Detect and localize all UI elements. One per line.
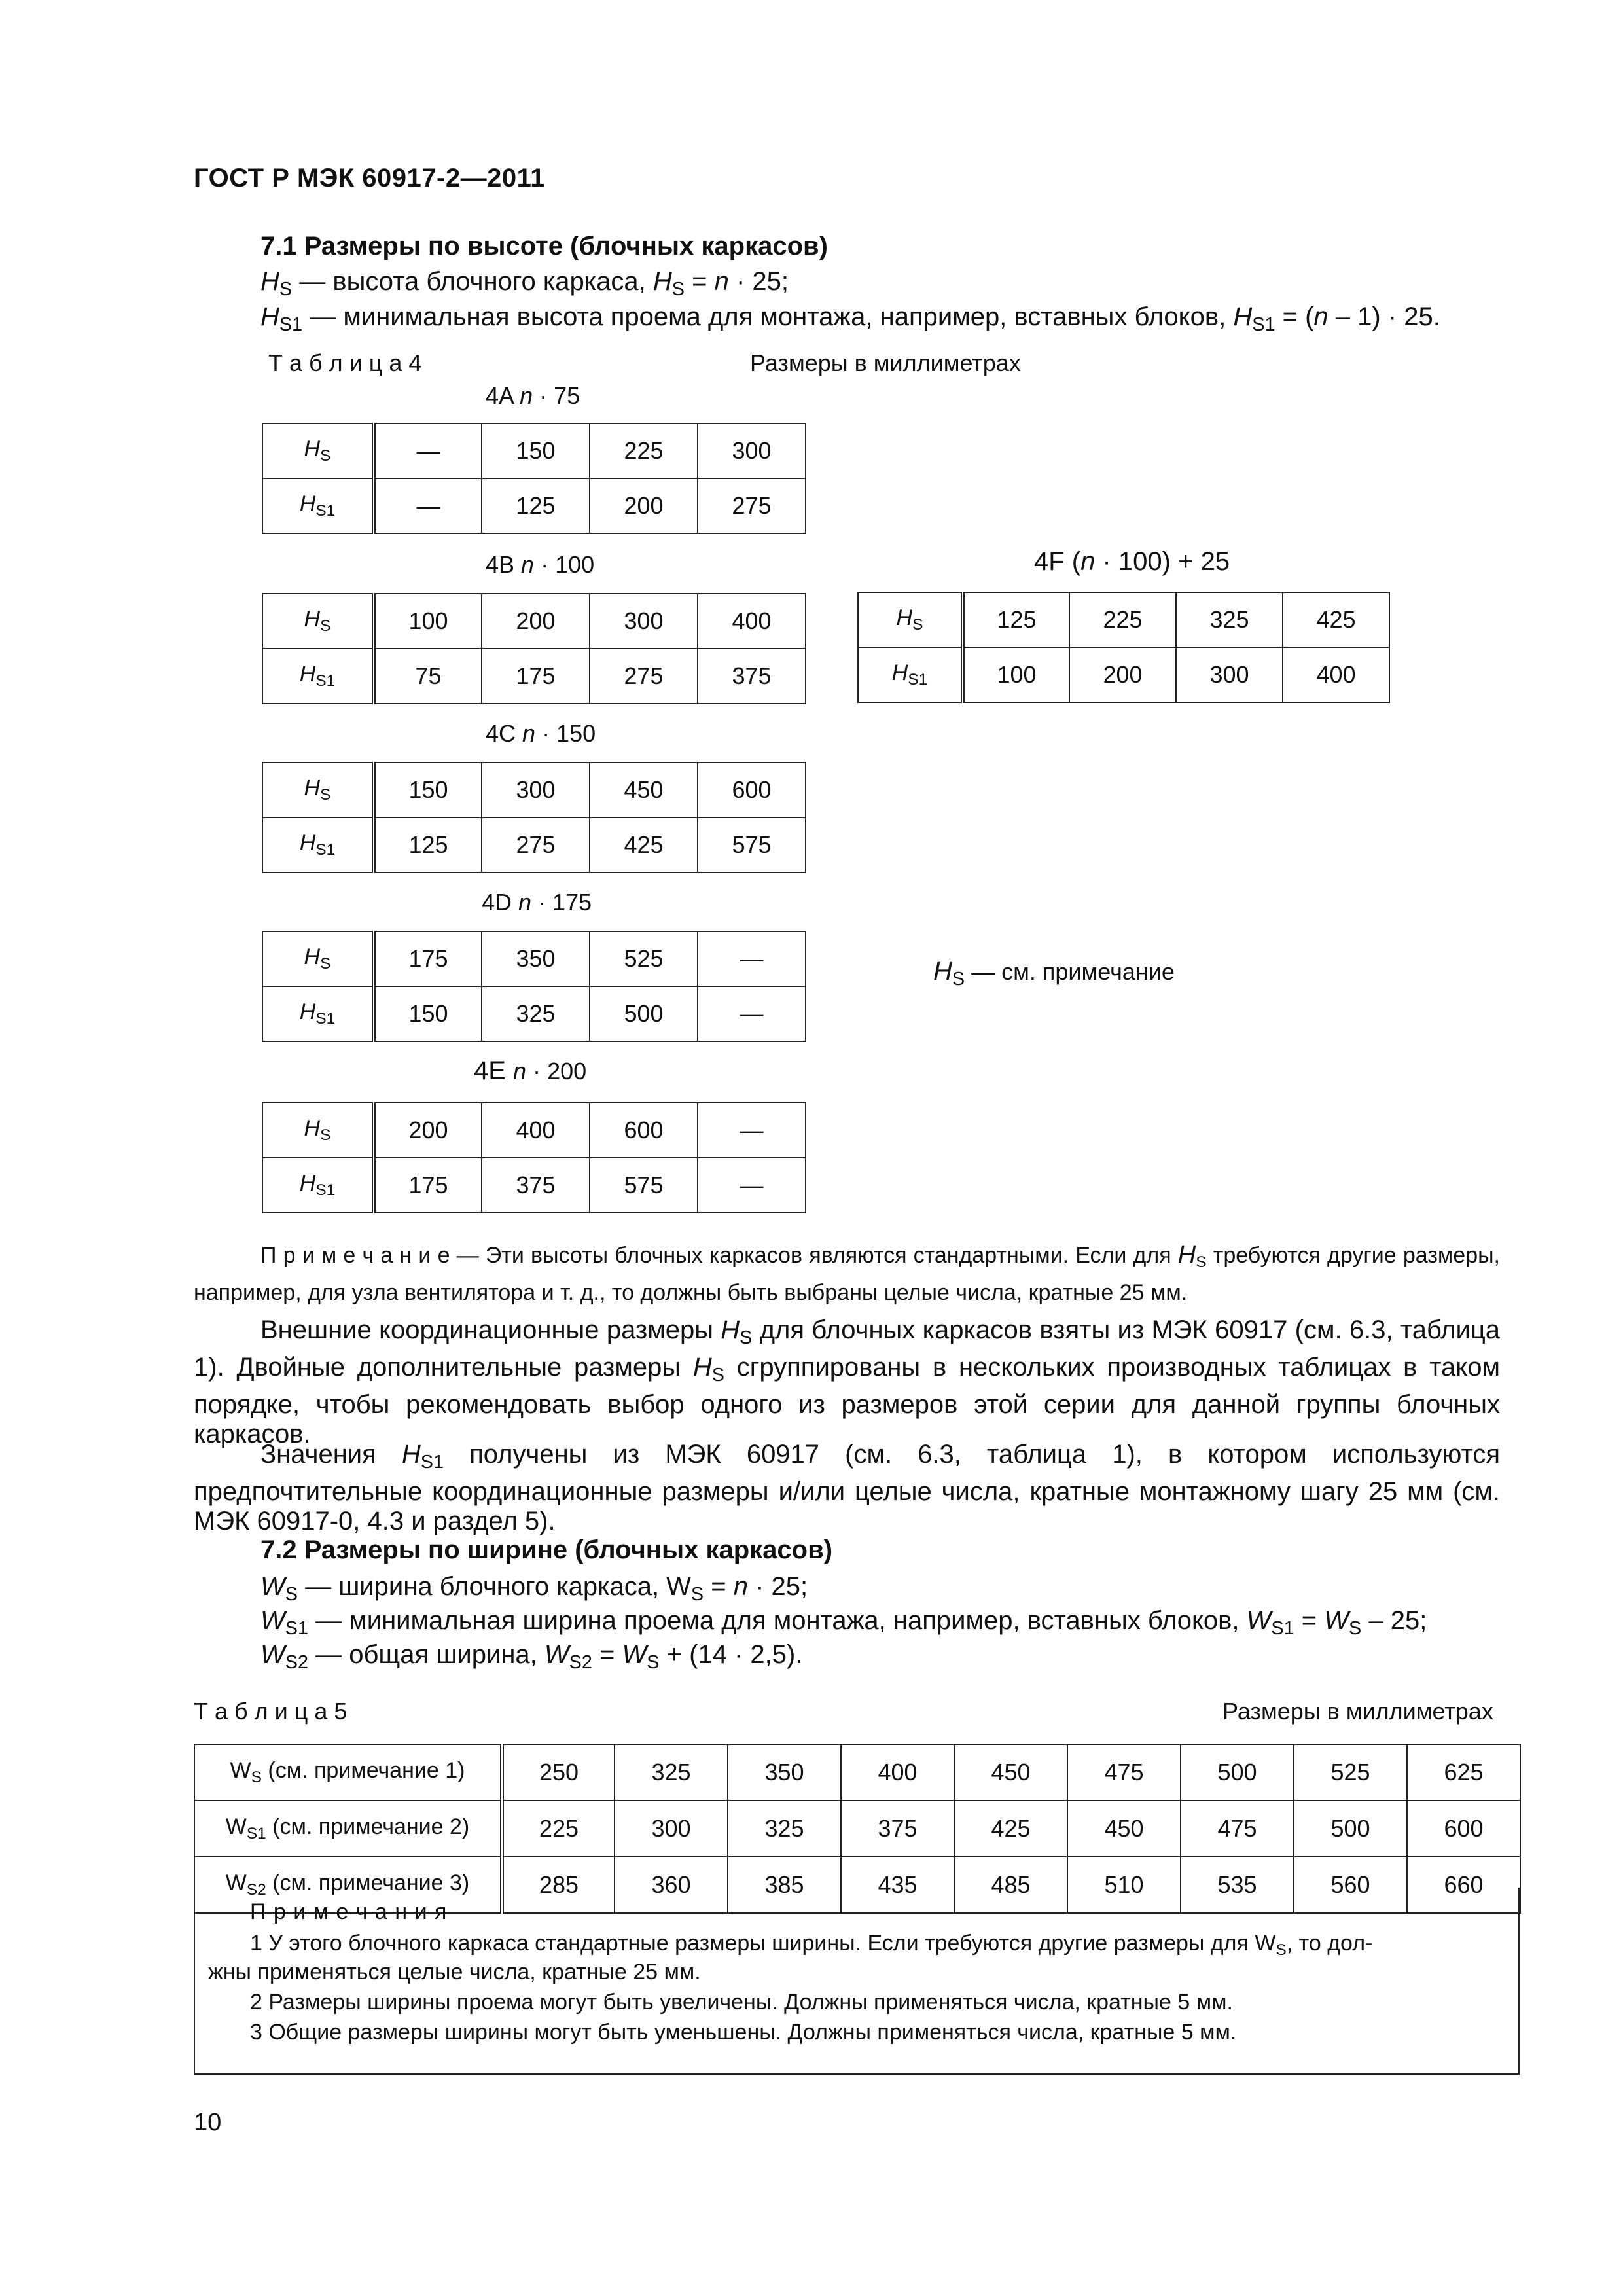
table-cell: 500 xyxy=(1181,1744,1294,1801)
table-cell: 350 xyxy=(482,931,590,986)
note-1: 1 У этого блочного каркаса стандартные размеры ширины. Если требуются другие размеры для $W_S$, то дол- xyxy=(250,1931,1373,1959)
table-cell: 535 xyxy=(1181,1857,1294,1913)
row-header-hs1: $H_{S1}$ xyxy=(262,817,374,872)
table-cell: 485 xyxy=(954,1857,1067,1913)
table-cell: 510 xyxy=(1067,1857,1181,1913)
row-header-hs1: $H_{S1}$ xyxy=(262,478,374,533)
table-cell: 475 xyxy=(1067,1744,1181,1801)
table-cell: 400 xyxy=(1283,647,1389,702)
table-cell: 450 xyxy=(954,1744,1067,1801)
table-cell: 425 xyxy=(1283,592,1389,647)
table-4-caption: Т а б л и ц а 4 xyxy=(268,350,422,376)
row-header-hs1: $H_{S1}$ xyxy=(262,986,374,1041)
row-header-hs: $H_S$ xyxy=(262,1103,374,1158)
table-cell: 300 xyxy=(590,594,698,649)
table-row xyxy=(262,1158,806,1213)
table-cell: 200 xyxy=(590,478,698,533)
page-number: 10 xyxy=(194,2109,222,2136)
table-cell: 300 xyxy=(615,1801,728,1857)
table-cell: 450 xyxy=(590,762,698,817)
def-ws: $W_S$ — ширина блочного каркаса, $W_S = n \cdot 25$; xyxy=(260,1572,808,1605)
table-cell: 175 xyxy=(482,649,590,704)
standard-header: ГОСТ Р МЭК 60917-2—2011 xyxy=(194,164,545,192)
paragraph-external-dimensions: Внешние координационные размеры $H_S$ для блочных каркасов взяты из МЭК 60917 (см. 6.3, таблица 1). Двойные дополнительные размеры $H_S$ сгруппированы в нескольких производных таблицах в таком порядке, чтобы рекомендовать выбор одного из размеров этой серии для данной группы блочных каркасов. xyxy=(194,1316,1501,1449)
table-cell: 525 xyxy=(1294,1744,1407,1801)
note-1-continued: жны применяться целые числа, кратные 25 мм. xyxy=(208,1960,701,1984)
table-cell: 660 xyxy=(1407,1857,1520,1913)
series-4b-label: 4B n · 100 xyxy=(486,551,595,578)
def-hs: $H_S$ — высота блочного каркаса, $H_S = n \cdot 25$; xyxy=(260,267,789,300)
table-cell: 600 xyxy=(590,1103,698,1158)
table-cell: 225 xyxy=(590,423,698,478)
table-cell: 360 xyxy=(615,1857,728,1913)
table-cell: 375 xyxy=(482,1158,590,1213)
paragraph-hs1-values: Значения $H_{S1}$ получены из МЭК 60917 (см. 6.3, таблица 1), в котором используются предпочтительные координационные размеры и/или целые числа, кратные монтажному шагу 25 мм (см. МЭК 60917-0, 4.3 и раздел 5). xyxy=(194,1440,1500,1536)
table-cell: 600 xyxy=(698,762,806,817)
table-cell: — xyxy=(374,478,482,533)
series-4f-label: 4F (n · 100) + 25 xyxy=(1034,547,1230,576)
table-cell: 575 xyxy=(590,1158,698,1213)
table-cell: 150 xyxy=(374,762,482,817)
table-row xyxy=(262,986,806,1041)
table-cell: 200 xyxy=(1069,647,1176,702)
series-4e-label: 4E n · 200 xyxy=(474,1056,587,1085)
row-header-hs: $H_S$ xyxy=(262,423,374,478)
table-cell: 175 xyxy=(374,1158,482,1213)
row-header-ws: $W_S$ (см. примечание 1) xyxy=(194,1744,502,1801)
table-cell: 200 xyxy=(482,594,590,649)
table-cell: 325 xyxy=(1176,592,1283,647)
table-4c xyxy=(262,762,806,873)
table-cell: 325 xyxy=(615,1744,728,1801)
table-cell: 400 xyxy=(698,594,806,649)
table-cell: 350 xyxy=(728,1744,841,1801)
table-4d xyxy=(262,931,806,1042)
table-cell: 125 xyxy=(482,478,590,533)
table-cell: 400 xyxy=(841,1744,954,1801)
series-4a-label: 4A n · 75 xyxy=(486,382,580,409)
table-4f xyxy=(857,592,1390,703)
table-cell: 560 xyxy=(1294,1857,1407,1913)
table-4a xyxy=(262,423,806,534)
table-cell: 625 xyxy=(1407,1744,1520,1801)
table-cell: 500 xyxy=(590,986,698,1041)
row-header-ws1: $W_{S1}$ (см. примечание 2) xyxy=(194,1801,502,1857)
table-cell: — xyxy=(698,1103,806,1158)
table-4-note: П р и м е ч а н и е — Эти высоты блочных каркасов являются стандартными. Если для $H_S$ требуются другие размеры, например, для узла вентилятора и т. д., то должны быть выбраны целые числа, кратные 25 мм. xyxy=(194,1241,1500,1305)
table-cell: 200 xyxy=(374,1103,482,1158)
table-4b xyxy=(262,593,806,704)
table-cell: 285 xyxy=(502,1857,615,1913)
table-cell: — xyxy=(698,931,806,986)
row-header-hs: $H_S$ xyxy=(262,594,374,649)
table-cell: 500 xyxy=(1294,1801,1407,1857)
table-cell: 375 xyxy=(841,1801,954,1857)
row-header-hs1: $H_{S1}$ xyxy=(858,647,963,702)
table-4e xyxy=(262,1102,806,1213)
row-header-hs1: $H_{S1}$ xyxy=(262,1158,374,1213)
table-cell: 275 xyxy=(482,817,590,872)
table-5-notes xyxy=(194,1888,1520,2075)
table-cell: 250 xyxy=(502,1744,615,1801)
row-header-hs: $H_S$ xyxy=(262,931,374,986)
table-cell: 325 xyxy=(482,986,590,1041)
row-header-hs: $H_S$ xyxy=(262,762,374,817)
table-cell: — xyxy=(698,1158,806,1213)
table-row xyxy=(262,649,806,704)
table-row xyxy=(858,592,1389,647)
note-3: 3 Общие размеры ширины могут быть уменьшены. Должны применяться числа, кратные 5 мм. xyxy=(250,2020,1237,2045)
table-cell: — xyxy=(374,423,482,478)
row-header-hs: $H_S$ xyxy=(858,592,963,647)
table-cell: 300 xyxy=(482,762,590,817)
table-row xyxy=(858,647,1389,702)
table-cell: 150 xyxy=(374,986,482,1041)
table-row xyxy=(194,1801,1520,1857)
series-4d-label: 4D n · 175 xyxy=(482,889,592,916)
table-cell: 300 xyxy=(698,423,806,478)
table-row xyxy=(262,594,806,649)
def-ws1: $W_{S1}$ — минимальная ширина проема для монтажа, например, вставных блоков, $W_{S1} = W_S - 25$; xyxy=(260,1606,1427,1640)
table-cell: 425 xyxy=(590,817,698,872)
table-cell: 450 xyxy=(1067,1801,1181,1857)
table-cell: 575 xyxy=(698,817,806,872)
table-cell: 400 xyxy=(482,1103,590,1158)
table-row xyxy=(262,762,806,817)
def-ws2: $W_{S2}$ — общая ширина, $W_{S2} = W_S + (14 \cdot 2,5)$. xyxy=(260,1640,803,1674)
def-hs1: $H_{S1}$ — минимальная высота проема для монтажа, например, вставных блоков, $H_{S1} = (n - 1) \cdot 25$. xyxy=(260,302,1440,336)
table-cell: 100 xyxy=(963,647,1069,702)
table-cell: 175 xyxy=(374,931,482,986)
table-cell: 225 xyxy=(1069,592,1176,647)
table-row xyxy=(194,1744,1520,1801)
table-cell: 375 xyxy=(698,649,806,704)
note-2: 2 Размеры ширины проема могут быть увеличены. Должны применяться числа, кратные 5 мм. xyxy=(250,1990,1233,2015)
table-cell: 525 xyxy=(590,931,698,986)
row-header-hs1: $H_{S1}$ xyxy=(262,649,374,704)
table-cell: 125 xyxy=(374,817,482,872)
table-5-caption: Т а б л и ц а 5 xyxy=(194,1698,348,1725)
table-cell: 125 xyxy=(963,592,1069,647)
table-cell: 425 xyxy=(954,1801,1067,1857)
table-cell: 325 xyxy=(728,1801,841,1857)
series-4c-label: 4C n · 150 xyxy=(486,720,596,747)
hs-side-note: $H_S$ — см. примечание xyxy=(933,957,1175,990)
table-cell: 435 xyxy=(841,1857,954,1913)
section-7-2-title: 7.2 Размеры по ширине (блочных каркасов) xyxy=(260,1535,833,1564)
table-cell: 275 xyxy=(698,478,806,533)
table-4-units: Размеры в миллиметрах xyxy=(750,350,1021,376)
row-header-ws2: $W_{S2}$ (см. примечание 3) xyxy=(194,1857,502,1913)
table-cell: 385 xyxy=(728,1857,841,1913)
table-cell: 150 xyxy=(482,423,590,478)
table-row xyxy=(262,931,806,986)
table-cell: 225 xyxy=(502,1801,615,1857)
table-cell: 475 xyxy=(1181,1801,1294,1857)
table-cell: 100 xyxy=(374,594,482,649)
table-cell: 75 xyxy=(374,649,482,704)
section-7-1-title: 7.1 Размеры по высоте (блочных каркасов) xyxy=(260,232,828,260)
table-5-units: Размеры в миллиметрах xyxy=(1222,1698,1493,1725)
table-row xyxy=(262,817,806,872)
table-cell: 600 xyxy=(1407,1801,1520,1857)
table-row xyxy=(262,1103,806,1158)
table-cell: 300 xyxy=(1176,647,1283,702)
table-cell: 275 xyxy=(590,649,698,704)
table-row xyxy=(262,478,806,533)
table-cell: — xyxy=(698,986,806,1041)
notes-title: П р и м е ч а н и я xyxy=(250,1899,448,1924)
table-row xyxy=(262,423,806,478)
